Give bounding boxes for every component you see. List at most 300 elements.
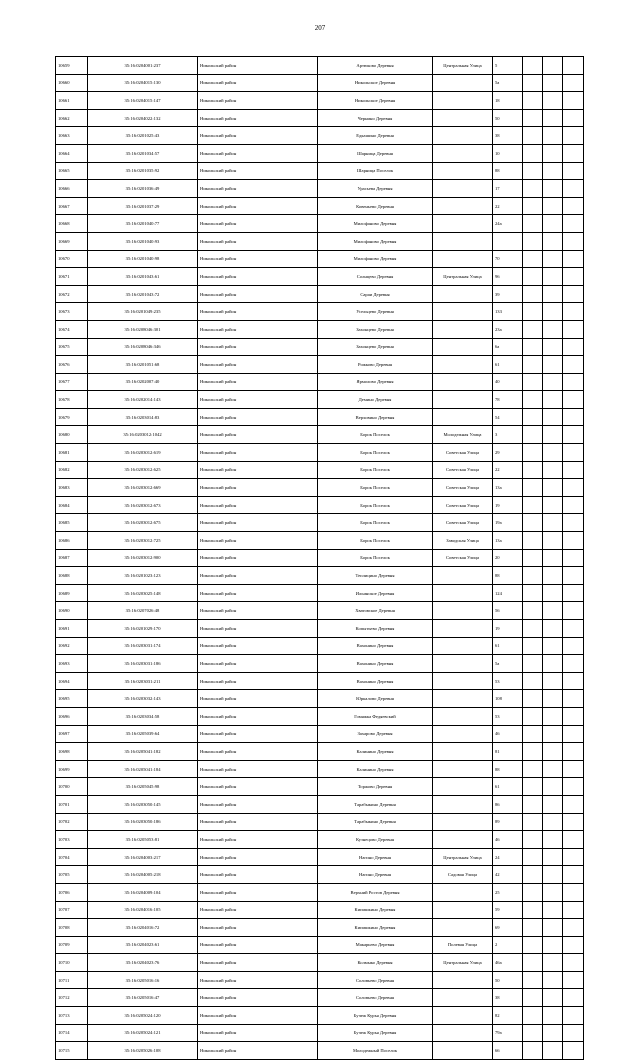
street-cell [433, 567, 493, 585]
empty-cell [543, 919, 563, 937]
locality-cell: Хватовское Деревня [318, 602, 433, 620]
empty-cell [543, 74, 563, 92]
district-cell: Никольский район [198, 936, 318, 954]
table-row [56, 285, 584, 303]
table-row [56, 74, 584, 92]
locality-cell: Усельцево Деревня [318, 303, 433, 321]
cadastral-number: 35:16:0201049:235 [88, 303, 198, 321]
table-row [56, 268, 584, 286]
district-cell: Никольский район [198, 1042, 318, 1060]
row-number: 10694 [56, 672, 88, 690]
district-cell: Никольский район [198, 760, 318, 778]
empty-cell [523, 725, 543, 743]
empty-cell [543, 408, 563, 426]
row-number: 10692 [56, 637, 88, 655]
empty-cell [543, 690, 563, 708]
cadastral-number: 35:16:0201040:77 [88, 215, 198, 233]
empty-cell [563, 549, 584, 567]
district-cell: Никольский район [198, 285, 318, 303]
row-number: 10713 [56, 1007, 88, 1025]
empty-cell [543, 57, 563, 75]
locality-cell: Гомяжка Федяевский [318, 707, 433, 725]
house-cell: 108 [493, 690, 523, 708]
empty-cell [543, 232, 563, 250]
empty-cell [563, 1024, 584, 1042]
cadastral-number: 35:16:0208046:301 [88, 320, 198, 338]
house-cell: 79а [493, 1024, 523, 1042]
empty-cell [523, 1042, 543, 1060]
table-row [56, 1024, 584, 1042]
empty-cell [523, 338, 543, 356]
empty-cell [523, 57, 543, 75]
row-number: 10687 [56, 549, 88, 567]
table-row [56, 408, 584, 426]
table-row [56, 250, 584, 268]
street-cell [433, 655, 493, 673]
empty-cell [543, 109, 563, 127]
cadastral-number: 35:16:0205039:64 [88, 725, 198, 743]
empty-cell [543, 901, 563, 919]
row-number: 10715 [56, 1042, 88, 1060]
empty-cell [563, 971, 584, 989]
district-cell: Никольский район [198, 919, 318, 937]
house-cell: 81 [493, 743, 523, 761]
district-cell: Никольский район [198, 672, 318, 690]
cadastral-number: 35:16:0203012:619 [88, 444, 198, 462]
cadastral-number: 35:16:0201029:170 [88, 620, 198, 638]
district-cell: Никольский район [198, 320, 318, 338]
empty-cell [523, 532, 543, 550]
empty-cell [543, 250, 563, 268]
house-cell: 39 [493, 285, 523, 303]
street-cell [433, 901, 493, 919]
cadastral-number: 35:16:0203031:211 [88, 672, 198, 690]
street-cell [433, 320, 493, 338]
table-row [56, 373, 584, 391]
table-row [56, 778, 584, 796]
empty-cell [543, 426, 563, 444]
house-cell: 22 [493, 461, 523, 479]
row-number: 10679 [56, 408, 88, 426]
table-row [56, 320, 584, 338]
empty-cell [563, 743, 584, 761]
locality-cell: Бучеж Курья Деревня [318, 1024, 433, 1042]
cadastral-number: 35:16:0201034:57 [88, 144, 198, 162]
locality-cell: Ковеньево Деревня [318, 197, 433, 215]
empty-cell [543, 197, 563, 215]
empty-cell [543, 391, 563, 409]
row-number: 10671 [56, 268, 88, 286]
empty-cell [543, 127, 563, 145]
cadastral-number: 35:16:0201040:98 [88, 250, 198, 268]
table-row [56, 232, 584, 250]
street-cell [433, 831, 493, 849]
cadastral-number: 35:16:0204016:72 [88, 919, 198, 937]
locality-cell: Демино Деревня [318, 391, 433, 409]
page-number: 207 [314, 24, 326, 32]
district-cell: Никольский район [198, 620, 318, 638]
locality-cell: Борок Поселок [318, 514, 433, 532]
cadastral-number: 35:16:0202007:40 [88, 373, 198, 391]
cadastral-number: 35:16:0204003:217 [88, 848, 198, 866]
row-number: 10712 [56, 989, 88, 1007]
street-cell [433, 602, 493, 620]
house-cell: 19 [493, 620, 523, 638]
cadastral-number: 35:16:0208046:346 [88, 338, 198, 356]
empty-cell [563, 232, 584, 250]
locality-cell: Колмыко Деревня [318, 954, 433, 972]
house-cell: 88 [493, 162, 523, 180]
table-row [56, 197, 584, 215]
empty-cell [543, 743, 563, 761]
street-cell: Центральная Улица [433, 57, 493, 75]
table-row [56, 672, 584, 690]
empty-cell [523, 954, 543, 972]
street-cell [433, 813, 493, 831]
cadastral-number: 35:16:0203034:58 [88, 707, 198, 725]
empty-cell [543, 831, 563, 849]
district-cell: Никольский район [198, 426, 318, 444]
street-cell [433, 144, 493, 162]
row-number: 10682 [56, 461, 88, 479]
district-cell: Никольский район [198, 232, 318, 250]
street-cell [433, 672, 493, 690]
row-number: 10703 [56, 831, 88, 849]
empty-cell [523, 901, 543, 919]
locality-cell: Тарабыкино Деревня [318, 813, 433, 831]
house-cell: 25 [493, 883, 523, 901]
empty-cell [563, 848, 584, 866]
house-cell: 69 [493, 919, 523, 937]
house-cell: 88 [493, 567, 523, 585]
empty-cell [523, 936, 543, 954]
row-number: 10661 [56, 92, 88, 110]
locality-cell: Захонцево Деревня [318, 338, 433, 356]
house-cell: 89 [493, 813, 523, 831]
cadastral-number: 35:16:0205024:120 [88, 1007, 198, 1025]
empty-cell [563, 637, 584, 655]
locality-cell: Макарьево Деревня [318, 936, 433, 954]
row-number: 10667 [56, 197, 88, 215]
street-cell: Молодежная Улица [433, 426, 493, 444]
table-row [56, 707, 584, 725]
table-row [56, 919, 584, 937]
district-cell: Никольский район [198, 778, 318, 796]
table-row [56, 426, 584, 444]
empty-cell [563, 162, 584, 180]
empty-cell [523, 250, 543, 268]
empty-cell [543, 144, 563, 162]
locality-cell: Борок Поселок [318, 479, 433, 497]
locality-cell: Борок Поселок [318, 549, 433, 567]
empty-cell [563, 760, 584, 778]
street-cell [433, 760, 493, 778]
empty-cell [523, 285, 543, 303]
empty-cell [543, 496, 563, 514]
table-row [56, 496, 584, 514]
row-number: 10700 [56, 778, 88, 796]
street-cell [433, 637, 493, 655]
district-cell: Никольский район [198, 496, 318, 514]
table-row [56, 92, 584, 110]
district-cell: Никольский район [198, 514, 318, 532]
row-number: 10663 [56, 127, 88, 145]
empty-cell [563, 620, 584, 638]
empty-cell [543, 883, 563, 901]
locality-cell: Соловьево Деревня [318, 989, 433, 1007]
district-cell: Никольский район [198, 848, 318, 866]
street-cell [433, 356, 493, 374]
street-cell [433, 1024, 493, 1042]
street-cell [433, 795, 493, 813]
empty-cell [543, 584, 563, 602]
empty-cell [563, 1007, 584, 1025]
empty-cell [523, 180, 543, 198]
table-row [56, 144, 584, 162]
empty-cell [563, 672, 584, 690]
house-cell: 17 [493, 180, 523, 198]
table-row [56, 866, 584, 884]
house-cell: 50 [493, 109, 523, 127]
locality-cell: Едкашино Деревня [318, 127, 433, 145]
row-number: 10711 [56, 971, 88, 989]
empty-cell [543, 954, 563, 972]
district-cell: Никольский район [198, 637, 318, 655]
empty-cell [543, 479, 563, 497]
row-number: 10674 [56, 320, 88, 338]
district-cell: Никольский район [198, 549, 318, 567]
empty-cell [563, 532, 584, 550]
street-cell [433, 778, 493, 796]
district-cell: Никольский район [198, 74, 318, 92]
row-number: 10672 [56, 285, 88, 303]
row-number: 10714 [56, 1024, 88, 1042]
empty-cell [543, 461, 563, 479]
empty-cell [543, 655, 563, 673]
locality-cell: Захонцево Деревня [318, 320, 433, 338]
district-cell: Никольский район [198, 584, 318, 602]
empty-cell [563, 92, 584, 110]
empty-cell [563, 936, 584, 954]
empty-cell [563, 479, 584, 497]
table-row [56, 584, 584, 602]
street-cell: Советская Улица [433, 444, 493, 462]
district-cell: Никольский район [198, 954, 318, 972]
empty-cell [523, 496, 543, 514]
house-cell: 86 [493, 795, 523, 813]
cadastral-number: 35:16:0201036:49 [88, 180, 198, 198]
street-cell: Полевая Улица [433, 936, 493, 954]
district-cell: Никольский район [198, 250, 318, 268]
empty-cell [563, 690, 584, 708]
district-cell: Никольский район [198, 567, 318, 585]
row-number: 10691 [56, 620, 88, 638]
empty-cell [543, 373, 563, 391]
district-cell: Никольский район [198, 883, 318, 901]
empty-cell [523, 268, 543, 286]
street-cell [433, 127, 493, 145]
house-cell: 38 [493, 127, 523, 145]
street-cell [433, 743, 493, 761]
empty-cell [523, 109, 543, 127]
locality-cell: Рожково Деревня [318, 356, 433, 374]
empty-cell [563, 778, 584, 796]
empty-cell [523, 444, 543, 462]
locality-cell: Вахонино Деревня [318, 655, 433, 673]
cadastral-number: 35:16:0203031:186 [88, 655, 198, 673]
empty-cell [543, 92, 563, 110]
cadastral-number: 35:16:0204005:218 [88, 866, 198, 884]
cadastral-number: 35:16:0203050:186 [88, 813, 198, 831]
house-cell: 5а [493, 655, 523, 673]
street-cell: Заводская Улица [433, 532, 493, 550]
empty-cell [543, 989, 563, 1007]
locality-cell: Захарово Деревня [318, 725, 433, 743]
street-cell: Советская Улица [433, 479, 493, 497]
row-number: 10670 [56, 250, 88, 268]
empty-cell [523, 760, 543, 778]
locality-cell: Торжово Деревня [318, 778, 433, 796]
row-number: 10684 [56, 496, 88, 514]
row-number: 10683 [56, 479, 88, 497]
empty-cell [523, 549, 543, 567]
empty-cell [523, 778, 543, 796]
cadastral-number: 35:16:0204023:76 [88, 954, 198, 972]
locality-cell: Урасьева Деревня [318, 180, 433, 198]
locality-cell: Верховино Деревня [318, 408, 433, 426]
empty-cell [523, 919, 543, 937]
street-cell [433, 919, 493, 937]
empty-cell [543, 514, 563, 532]
house-cell: 133 [493, 303, 523, 321]
street-cell [433, 109, 493, 127]
locality-cell: Чернино Деревня [318, 109, 433, 127]
empty-cell [563, 197, 584, 215]
empty-cell [523, 232, 543, 250]
empty-cell [523, 479, 543, 497]
street-cell: Центральная Улица [433, 848, 493, 866]
house-cell: 19 [493, 496, 523, 514]
house-cell: 19а [493, 514, 523, 532]
empty-cell [563, 127, 584, 145]
street-cell: Центральная Улица [433, 268, 493, 286]
district-cell: Никольский район [198, 215, 318, 233]
locality-cell: Шарница Деревня [318, 144, 433, 162]
district-cell: Никольский район [198, 57, 318, 75]
table-row [56, 936, 584, 954]
table-row [56, 795, 584, 813]
table-row [56, 180, 584, 198]
empty-cell [563, 338, 584, 356]
empty-cell [523, 620, 543, 638]
row-number: 10666 [56, 180, 88, 198]
empty-cell [523, 672, 543, 690]
table-row [56, 655, 584, 673]
empty-cell [563, 954, 584, 972]
empty-cell [523, 989, 543, 1007]
locality-cell: Ярмолово Деревня [318, 373, 433, 391]
table-row [56, 743, 584, 761]
row-number: 10665 [56, 162, 88, 180]
empty-cell [543, 620, 563, 638]
row-number: 10698 [56, 743, 88, 761]
empty-cell [563, 408, 584, 426]
district-cell: Никольский район [198, 356, 318, 374]
cadastral-number: 35:16:0205045:98 [88, 778, 198, 796]
register-table [55, 56, 584, 1060]
district-cell: Никольский район [198, 866, 318, 884]
empty-cell [563, 303, 584, 321]
house-cell: 6а [493, 338, 523, 356]
locality-cell: Нагино Деревня [318, 848, 433, 866]
house-cell: 53 [493, 707, 523, 725]
house-cell: 46 [493, 725, 523, 743]
row-number: 10686 [56, 532, 88, 550]
empty-cell [523, 655, 543, 673]
locality-cell: Нагино Деревня [318, 866, 433, 884]
street-cell [433, 971, 493, 989]
table-row [56, 303, 584, 321]
row-number: 10696 [56, 707, 88, 725]
cadastral-number: 35:16:0203025:148 [88, 584, 198, 602]
street-cell [433, 391, 493, 409]
locality-cell: Бучеж Курья Деревня [318, 1007, 433, 1025]
table-row [56, 971, 584, 989]
locality-cell: Милофаново Деревня [318, 215, 433, 233]
table-row [56, 57, 584, 75]
empty-cell [523, 707, 543, 725]
table-row [56, 637, 584, 655]
house-cell: 24 [493, 848, 523, 866]
table-row [56, 567, 584, 585]
empty-cell [523, 602, 543, 620]
district-cell: Никольский район [198, 180, 318, 198]
empty-cell [543, 1024, 563, 1042]
locality-cell: Калинино Деревня [318, 743, 433, 761]
empty-cell [563, 831, 584, 849]
table-row [56, 725, 584, 743]
empty-cell [563, 1042, 584, 1060]
street-cell [433, 74, 493, 92]
locality-cell: Кузнецово Деревня [318, 831, 433, 849]
empty-cell [563, 444, 584, 462]
house-cell: 3 [493, 426, 523, 444]
empty-cell [563, 373, 584, 391]
row-number: 10669 [56, 232, 88, 250]
locality-cell: Солнцево Деревня [318, 268, 433, 286]
house-cell: 50 [493, 971, 523, 989]
empty-cell [563, 215, 584, 233]
street-cell [433, 250, 493, 268]
cadastral-number: 35:16:0205041:184 [88, 760, 198, 778]
locality-cell: Милофаново Деревня [318, 232, 433, 250]
empty-cell [523, 162, 543, 180]
district-cell: Никольский район [198, 391, 318, 409]
house-cell: 22 [493, 197, 523, 215]
street-cell [433, 338, 493, 356]
empty-cell [523, 813, 543, 831]
street-cell [433, 232, 493, 250]
table-row [56, 109, 584, 127]
cadastral-number: 35:16:0201043:61 [88, 268, 198, 286]
house-cell: 124 [493, 584, 523, 602]
row-number: 10678 [56, 391, 88, 409]
empty-cell [523, 866, 543, 884]
street-cell [433, 584, 493, 602]
empty-cell [523, 408, 543, 426]
empty-cell [543, 444, 563, 462]
street-cell [433, 285, 493, 303]
